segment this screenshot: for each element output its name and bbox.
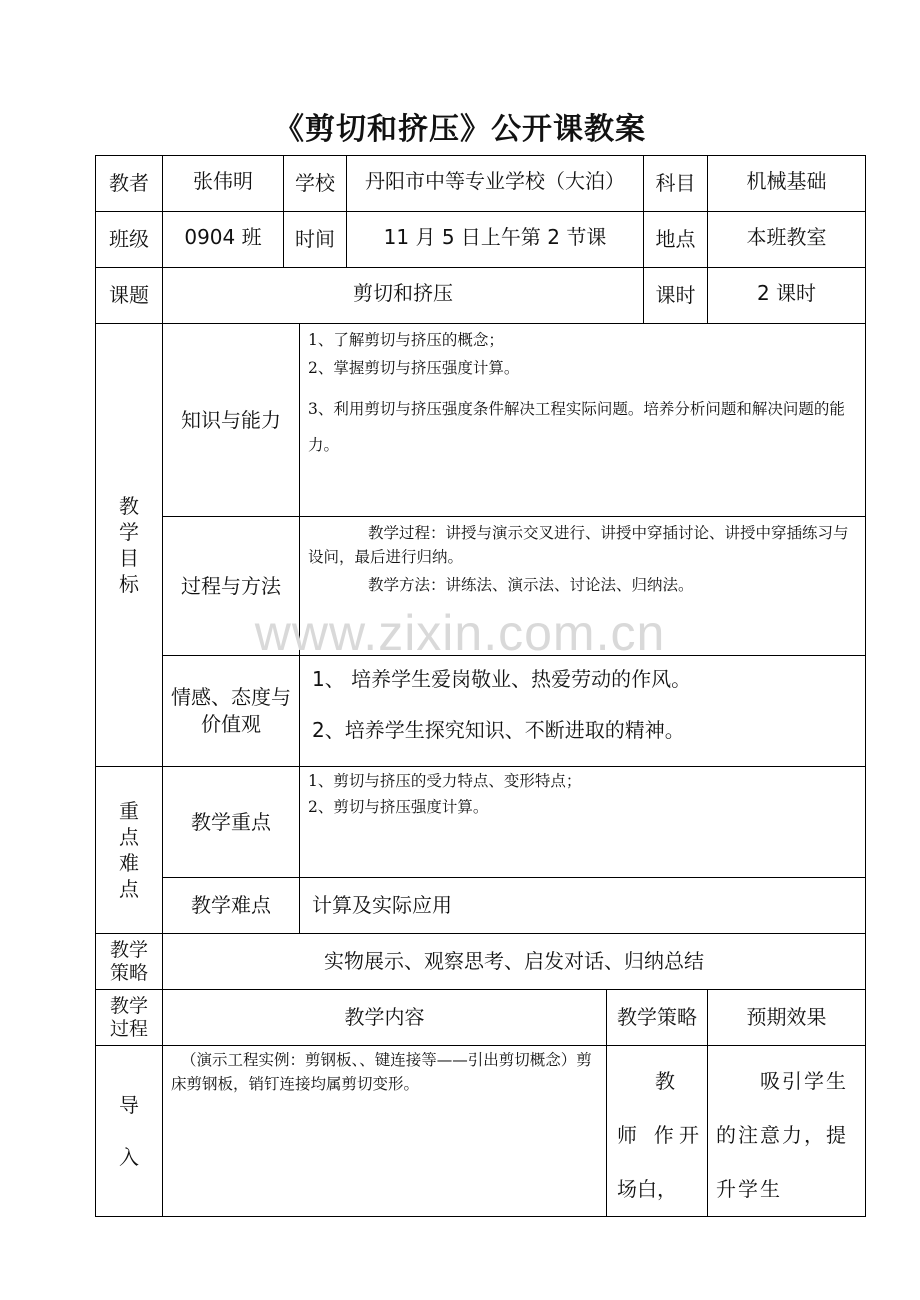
- time-value: 11 月 5 日上午第 2 节课: [347, 212, 644, 268]
- focus-item: 1、剪切与挤压的受力特点、变形特点；: [308, 772, 582, 790]
- stage-content: （演示工程实例：剪钢板、、键连接等——引出剪切概念）剪床剪钢板，销钉连接均属剪切变形。: [163, 1046, 607, 1217]
- objectives-label: 教学目标: [96, 324, 163, 767]
- knowledge-item: 2、掌握剪切与挤压强度计算。: [308, 359, 520, 378]
- emotion-content: [300, 656, 866, 767]
- keypoints-label: 重点难点: [96, 767, 163, 934]
- school-label: 学校: [284, 156, 347, 212]
- class-label: 班级: [96, 212, 163, 268]
- objective-process-row: [96, 517, 866, 656]
- objective-emotion-row: [96, 656, 866, 767]
- header-row-2: [96, 212, 866, 268]
- knowledge-content: [300, 324, 866, 517]
- process-label: 教学过程: [96, 990, 163, 1046]
- keypoint-focus-row: [96, 767, 866, 878]
- difficulty-label: 教学难点: [163, 878, 300, 934]
- stage-label: 导入: [96, 1046, 163, 1217]
- class-value: 0904 班: [163, 212, 284, 268]
- school-value: 丹阳市中等专业学校（大泊）: [347, 156, 644, 212]
- topic-value: 剪切和挤压: [163, 268, 644, 324]
- keypoint-difficulty-row: [96, 878, 866, 934]
- process-row: [96, 1046, 866, 1217]
- watermark: www.zixin.com.cn: [254, 605, 666, 661]
- topic-label: 课题: [96, 268, 163, 324]
- content-header: 教学内容: [163, 990, 607, 1046]
- strategy-label: 教学策略: [96, 934, 163, 990]
- objective-knowledge-row: [96, 324, 866, 517]
- subject-label: 科目: [644, 156, 708, 212]
- hours-value: 2 课时: [708, 268, 866, 324]
- process-method-item: 教学方法：讲练法、演示法、讨论法、归纳法。: [368, 576, 694, 595]
- strategy-content: 实物展示、观察思考、启发对话、归纳总结: [163, 934, 866, 990]
- place-label: 地点: [644, 212, 708, 268]
- process-method-item: 教学过程：讲授与演示交叉进行、讲授中穿插讨论、讲授中穿插练习与设问，最后进行归纳。: [308, 524, 849, 567]
- subject-value: 机械基础: [708, 156, 866, 212]
- process-method-label: 过程与方法: [163, 517, 300, 656]
- stage-strategy: 教 师 作开场白，: [607, 1046, 708, 1217]
- hours-label: 课时: [644, 268, 708, 324]
- stage-effect: 吸引学生的注意力，提升学生: [708, 1046, 866, 1217]
- strategy-header: 教学策略: [607, 990, 708, 1046]
- teacher-label: 教者: [96, 156, 163, 212]
- focus-content: [300, 767, 866, 878]
- emotion-label: 情感、态度与价值观: [163, 656, 300, 767]
- strategy-row: [96, 934, 866, 990]
- process-method-content: [300, 517, 866, 656]
- knowledge-item: 1、了解剪切与挤压的概念；: [308, 331, 504, 349]
- lesson-plan-table: [95, 155, 866, 1217]
- knowledge-label: 知识与能力: [163, 324, 300, 517]
- effect-header: 预期效果: [708, 990, 866, 1046]
- process-header-row: [96, 990, 866, 1046]
- emotion-item: 1、 培养学生爱岗敬业、热爱劳动的作风。: [312, 667, 692, 691]
- focus-label: 教学重点: [163, 767, 300, 878]
- header-row-3: [96, 268, 866, 324]
- teacher-value: 张伟明: [163, 156, 284, 212]
- place-value: 本班教室: [708, 212, 866, 268]
- emotion-item: 2、培养学生探究知识、不断进取的精神。: [312, 718, 685, 742]
- page-title: 《剪切和挤压》公开课教案: [274, 112, 646, 147]
- header-row-1: [96, 156, 866, 212]
- focus-item: 2、剪切与挤压强度计算。: [308, 798, 489, 817]
- difficulty-content: 计算及实际应用: [300, 878, 866, 934]
- knowledge-item: 3、利用剪切与挤压强度条件解决工程实际问题。培养分析问题和解决问题的能力。: [308, 400, 845, 454]
- time-label: 时间: [284, 212, 347, 268]
